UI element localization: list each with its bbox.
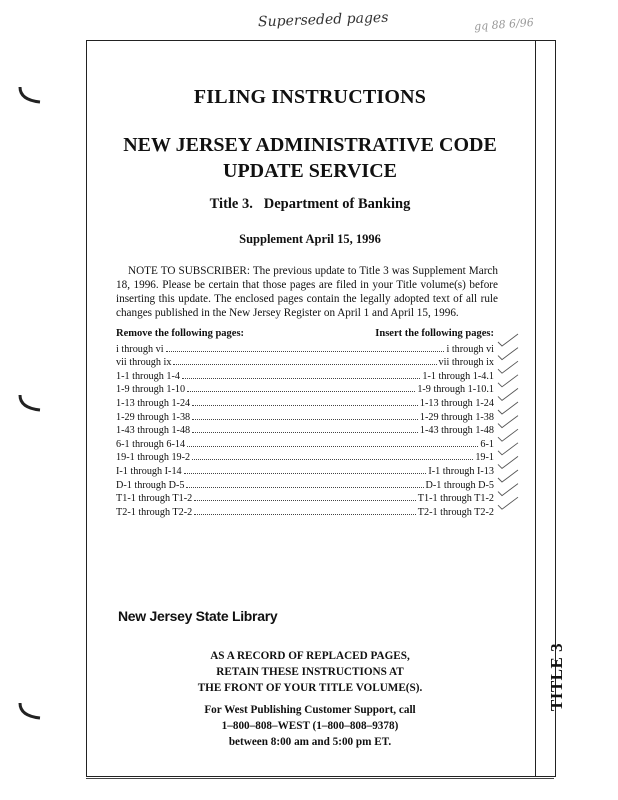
table-row — [116, 355, 494, 369]
remove-pages: 1-13 through 1-24 — [116, 397, 191, 409]
dot-leader — [187, 446, 478, 447]
table-row — [116, 436, 494, 450]
table-row — [116, 463, 494, 477]
dot-leader — [186, 487, 423, 488]
side-rule — [535, 40, 536, 777]
dot-leader — [194, 500, 416, 501]
check-mark-icon — [498, 443, 518, 455]
check-mark-icon — [498, 388, 518, 400]
insert-pages: vii through ix — [438, 357, 494, 369]
insert-pages: 6-1 — [480, 438, 494, 450]
customer-support — [90, 702, 530, 750]
remove-pages: 19-1 through 19-2 — [116, 452, 191, 464]
table-row — [116, 477, 494, 491]
dot-leader — [173, 364, 436, 365]
remove-pages: D-1 through D-5 — [116, 479, 185, 491]
retain-line: AS A RECORD OF REPLACED PAGES, — [210, 650, 410, 662]
check-mark-icon — [498, 456, 518, 468]
check-marks — [496, 326, 526, 526]
retain-line: RETAIN THESE INSTRUCTIONS AT — [216, 666, 404, 678]
insert-pages: 1-43 through 1-48 — [419, 425, 494, 437]
check-mark-icon — [498, 497, 518, 509]
tab-label: TITLE 3 — [547, 642, 566, 712]
insert-pages: 1-29 through 1-38 — [419, 411, 494, 423]
dot-leader — [194, 514, 416, 515]
insert-pages: T2-1 through T2-2 — [417, 506, 494, 518]
code-heading — [90, 132, 530, 184]
check-mark-icon — [498, 334, 518, 346]
insert-pages: 19-1 — [475, 452, 494, 464]
bottom-rule — [86, 778, 554, 779]
table-row — [116, 491, 494, 505]
remove-pages: 1-29 through 1-38 — [116, 411, 191, 423]
insert-pages: i through vi — [446, 343, 494, 355]
check-mark-icon — [498, 361, 518, 373]
dot-leader — [192, 432, 418, 433]
table-row — [116, 423, 494, 437]
dot-leader — [166, 351, 445, 352]
binder-hole-icon — [18, 700, 42, 722]
insert-column-header: Insert the following pages: — [375, 328, 494, 339]
check-mark-icon — [498, 484, 518, 496]
department-subtitle: Title 3. Department of Banking — [209, 196, 411, 212]
table-row — [116, 341, 494, 355]
dot-leader — [187, 391, 415, 392]
dot-leader — [184, 473, 427, 474]
remove-column-header: Remove the following pages: — [116, 328, 245, 339]
check-mark-icon — [498, 470, 518, 482]
heading-line: UPDATE SERVICE — [223, 160, 397, 182]
binder-hole-icon — [18, 84, 42, 106]
table-row — [116, 409, 494, 423]
support-line: 1–800–808–WEST (1–800–808–9378) — [221, 720, 399, 732]
remove-pages: 1-43 through 1-48 — [116, 425, 191, 437]
remove-pages: i through vi — [116, 343, 164, 355]
page-title: FILING INSTRUCTIONS — [193, 86, 427, 108]
remove-pages: vii through ix — [116, 357, 172, 369]
retain-line: THE FRONT OF YOUR TITLE VOLUME(S). — [197, 682, 423, 694]
supplement-date: Supplement April 15, 1996 — [239, 232, 381, 246]
check-mark-icon — [498, 402, 518, 414]
table-row — [116, 450, 494, 464]
table-row — [116, 395, 494, 409]
support-line: For West Publishing Customer Support, call — [204, 704, 416, 716]
insert-pages: T1-1 through T1-2 — [417, 493, 494, 505]
dot-leader — [182, 378, 420, 379]
remove-pages: 6-1 through 6-14 — [116, 438, 186, 450]
insert-pages: I-1 through I-13 — [428, 465, 494, 477]
table-row — [116, 368, 494, 382]
insert-pages: 1-1 through 1-4.1 — [422, 370, 494, 382]
check-mark-icon — [498, 429, 518, 441]
subscriber-note — [116, 264, 498, 320]
handwritten-code: gq 88 6/96 — [473, 15, 535, 34]
dot-leader — [192, 459, 473, 460]
dot-leader — [192, 419, 418, 420]
insert-pages: D-1 through D-5 — [425, 479, 494, 491]
retain-instructions — [90, 648, 530, 696]
table-row — [116, 382, 494, 396]
support-line: between 8:00 am and 5:00 pm ET. — [228, 736, 392, 748]
binder-hole-icon — [18, 392, 42, 414]
title-tab — [542, 632, 572, 722]
dot-leader — [192, 405, 418, 406]
table-row — [116, 504, 494, 518]
check-mark-icon — [498, 375, 518, 387]
remove-pages: T2-1 through T2-2 — [116, 506, 193, 518]
check-mark-icon — [498, 348, 518, 360]
note-text: NOTE TO SUBSCRIBER: The previous update to Title 3 was Supplement March 18, 1996. Please be certain that those pages are filed in your Title volume(s) before inserting this update. The enclosed pages contain the legally adopted text of all rule changes published in the New Jersey Register on April 1 and April 15, 1996. — [116, 265, 498, 319]
handwritten-note: Superseded pages — [257, 9, 389, 31]
check-mark-icon — [498, 416, 518, 428]
insert-pages: 1-9 through 1-10.1 — [417, 384, 494, 396]
page-list — [116, 341, 494, 518]
remove-pages: 1-9 through 1-10 — [116, 384, 186, 396]
remove-pages: I-1 through I-14 — [116, 465, 182, 477]
insert-pages: 1-13 through 1-24 — [419, 397, 494, 409]
heading-line: NEW JERSEY ADMINISTRATIVE CODE — [123, 134, 497, 156]
remove-pages: 1-1 through 1-4 — [116, 370, 180, 382]
library-stamp: New Jersey State Library — [118, 608, 278, 624]
remove-pages: T1-1 through T1-2 — [116, 493, 193, 505]
